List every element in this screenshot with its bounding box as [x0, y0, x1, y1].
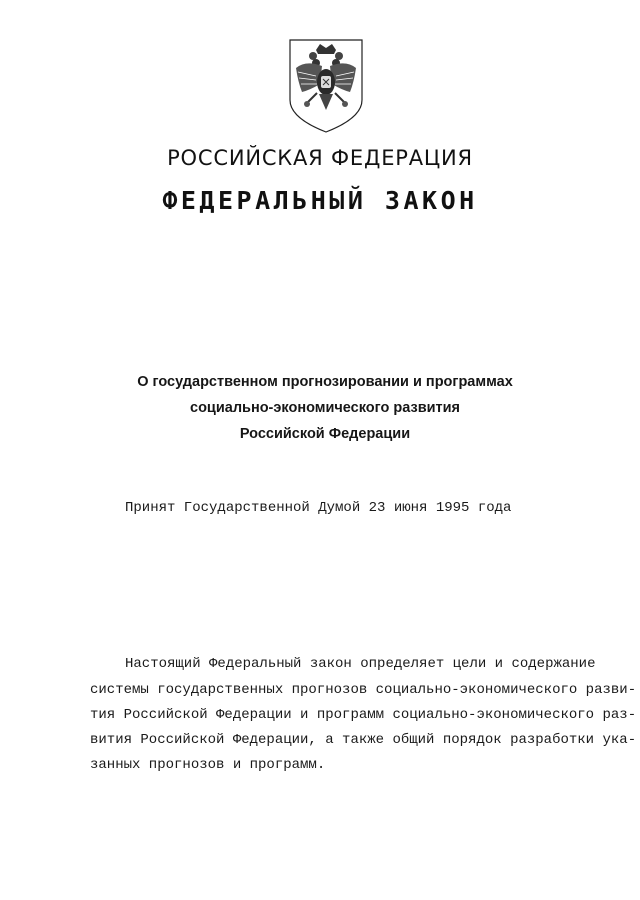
adoption-statement: Принят Государственной Думой 23 июня 1995 года — [125, 500, 512, 516]
paragraph-line-5: занных прогнозов и программ. — [90, 757, 326, 773]
country-name: РОССИЙСКАЯ ФЕДЕРАЦИЯ — [167, 146, 473, 170]
law-title-line-2: социально-экономического развития — [190, 400, 460, 416]
paragraph-line-3: тия Российской Федерации и программ социально-экономического раз- — [90, 707, 637, 723]
document-type: ФЕДЕРАЛЬНЫЙ ЗАКОН — [162, 186, 478, 215]
paragraph-line-1: Настоящий Федеральный закон определяет цели и содержание — [125, 656, 596, 672]
paragraph-line-4: вития Российской Федерации, а также общий порядок разработки ука- — [90, 732, 637, 748]
paragraph-line-2: системы государственных прогнозов социально-экономического разви- — [90, 682, 637, 698]
law-title-line-1: О государственном прогнозировании и программах — [137, 374, 513, 390]
law-title-line-3: Российской Федерации — [239, 426, 411, 442]
coat-of-arms-icon — [286, 38, 366, 134]
